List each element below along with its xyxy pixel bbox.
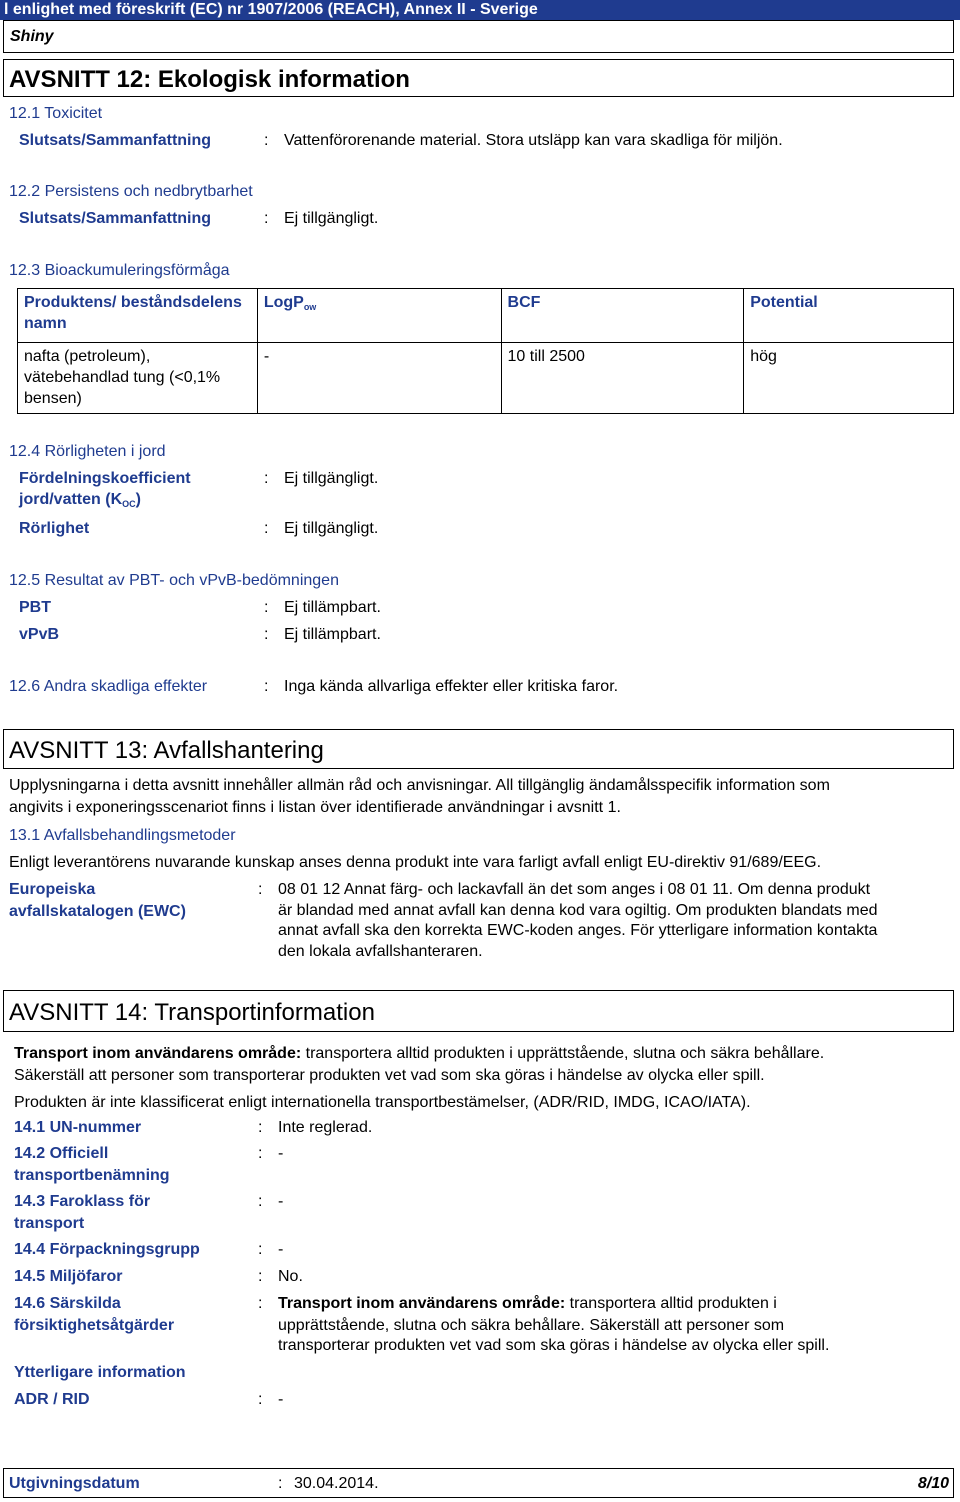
table-row: [18, 343, 954, 414]
column-header-name: Produktens/ beståndsdelens namn: [18, 289, 258, 343]
section-14-title: AVSNITT 14: Transportinformation: [9, 999, 375, 1026]
page-number: 8/10: [917, 1475, 949, 1492]
special-precautions-label-1: 14.6 Särskilda: [14, 1295, 121, 1312]
colon: :: [264, 599, 269, 616]
hazard-class-label-1: 14.3 Faroklass för: [14, 1193, 151, 1210]
cell-name: nafta (petroleum), vätebehandlad tung (<0,1% bensen): [18, 343, 258, 414]
issue-date-value: 30.04.2014.: [294, 1475, 379, 1492]
section-14-header: [3, 990, 954, 1032]
colon: :: [258, 1268, 263, 1285]
other-effects-label: 12.6 Andra skadliga effekter: [9, 678, 208, 695]
document-header-title: l enlighet med föreskrift (EC) nr 1907/2006 (REACH), Annex II - Sverige: [0, 0, 960, 20]
bioaccumulation-heading: 12.3 Bioackumuleringsförmåga: [9, 262, 230, 279]
env-hazards-value: No.: [278, 1268, 303, 1285]
issue-date-label: Utgivningsdatum: [9, 1475, 140, 1492]
packing-group-value: -: [278, 1241, 284, 1258]
special-precautions-line-1: Transport inom användarens område: transportera alltid produkten i: [278, 1295, 777, 1312]
soil-mobility-heading: 12.4 Rörligheten i jord: [9, 443, 166, 460]
ewc-value-line-4: den lokala avfallshanteraren.: [278, 943, 483, 960]
other-effects-value: Inga kända allvarliga effekter eller kritiska faror.: [284, 678, 619, 695]
column-header-bcf: BCF: [501, 289, 744, 343]
hazard-class-value: -: [278, 1193, 284, 1210]
special-precautions-label-2: försiktighetsåtgärder: [14, 1317, 175, 1334]
colon: :: [258, 1295, 263, 1312]
cell-logp: -: [257, 343, 501, 414]
persistence-heading: 12.2 Persistens och nedbrytbarhet: [9, 183, 253, 200]
un-number-label: 14.1 UN-nummer: [14, 1119, 142, 1136]
additional-info-label: Ytterligare information: [14, 1364, 186, 1381]
vpvb-value: Ej tillämpbart.: [284, 626, 381, 643]
colon: :: [264, 132, 269, 149]
product-name: Shiny: [3, 20, 954, 53]
colon: :: [278, 1475, 283, 1492]
colon: :: [264, 470, 269, 487]
section-12-header: [3, 59, 954, 97]
user-transport-line-2: Säkerställ att personer som transporterar produkten vet vad som ska göras i händelse av olycka eller spill.: [14, 1067, 765, 1084]
colon: :: [264, 210, 269, 227]
vpvb-label: vPvB: [19, 626, 60, 643]
ewc-value-line-3: annat avfall ska den korrekta EWC-koden anges. För ytterligare information kontakta: [278, 922, 878, 939]
persistence-value: Ej tillgängligt.: [284, 210, 379, 227]
section-13-header: [3, 729, 954, 769]
pbt-heading: 12.5 Resultat av PBT- och vPvB-bedömningen: [9, 572, 339, 589]
koc-value: Ej tillgängligt.: [284, 470, 379, 487]
colon: :: [258, 1193, 263, 1210]
column-header-logp: LogP$_{ow}$: [257, 289, 501, 343]
bioaccumulation-table: [17, 288, 954, 414]
toxicity-value: Vattenförorenande material. Stora utsläpp kan vara skadliga för miljön.: [284, 132, 783, 149]
colon: :: [258, 1119, 263, 1136]
ewc-label-line-1: Europeiska: [9, 881, 96, 898]
waste-statement: Enligt leverantörens nuvarande kunskap anses denna produkt inte vara farligt avfall enligt EU-direktiv 91/689/EEG.: [9, 854, 822, 871]
cell-bcf: 10 till 2500: [501, 343, 744, 414]
shipping-name-label-2: transportbenämning: [14, 1167, 170, 1184]
mobility-value: Ej tillgängligt.: [284, 520, 379, 537]
colon: :: [258, 881, 263, 898]
colon: :: [264, 520, 269, 537]
special-precautions-line-3: transporterar produkten vet vad som ska göras i händelse av olycka eller spill.: [278, 1337, 830, 1354]
pbt-label: PBT: [19, 599, 51, 616]
toxicity-heading: 12.1 Toxicitet: [9, 105, 103, 122]
un-number-value: Inte reglerad.: [278, 1119, 373, 1136]
colon: :: [264, 626, 269, 643]
cell-potential: hög: [744, 343, 954, 414]
adr-rid-label: ADR / RID: [14, 1391, 90, 1408]
footer: [3, 1468, 954, 1498]
user-transport-line-1: Transport inom användarens område: transportera alltid produkten i upprättstående, slutna och säkra behållare.: [14, 1045, 825, 1062]
waste-methods-heading: 13.1 Avfallsbehandlingsmetoder: [9, 827, 236, 844]
waste-intro-line-2: angivits i exponeringsscenariot finns i listan över identifierade användningar i avsnitt 1.: [9, 799, 621, 816]
shipping-name-label-1: 14.2 Officiell: [14, 1145, 109, 1162]
pbt-value: Ej tillämpbart.: [284, 599, 381, 616]
table-header-row: [18, 289, 954, 343]
colon: :: [258, 1145, 263, 1162]
section-13-title: AVSNITT 13: Avfallshantering: [9, 737, 324, 764]
adr-rid-value: -: [278, 1391, 284, 1408]
colon: :: [264, 678, 269, 695]
persistence-label: Slutsats/Sammanfattning: [19, 210, 212, 227]
colon: :: [258, 1391, 263, 1408]
hazard-class-label-2: transport: [14, 1215, 85, 1232]
section-12-title: AVSNITT 12: Ekologisk information: [9, 66, 410, 93]
koc-label: Fördelningskoefficient jord/vatten $(K_{OC})$: [19, 470, 191, 509]
column-header-potential: Potential: [744, 289, 954, 343]
toxicity-label: Slutsats/Sammanfattning: [19, 132, 212, 149]
waste-intro-line-1: Upplysningarna i detta avsnitt innehåller allmän råd och anvisningar. All tillgänglig ändamålsspecifik information som: [9, 777, 830, 794]
ewc-value-line-2: är blandad med annat avfall kan denna kod vara ogiltig. Om produkten blandats med: [278, 902, 878, 919]
colon: :: [258, 1241, 263, 1258]
special-precautions-line-2: upprättstående, slutna och säkra behållare. Säkerställ att personer som: [278, 1317, 785, 1334]
mobility-label: Rörlighet: [19, 520, 90, 537]
ewc-label-line-2: avfallskatalogen (EWC): [9, 903, 186, 920]
packing-group-label: 14.4 Förpackningsgrupp: [14, 1241, 200, 1258]
ewc-value-line-1: 08 01 12 Annat färg- och lackavfall än det som anges i 08 01 11. Om denna produkt: [278, 881, 871, 898]
shipping-name-value: -: [278, 1145, 284, 1162]
not-classified-text: Produkten är inte klassificerat enligt internationella transportbestämelser, (ADR/RID, IMDG, ICAO/IATA).: [14, 1094, 751, 1111]
env-hazards-label: 14.5 Miljöfaror: [14, 1268, 123, 1285]
